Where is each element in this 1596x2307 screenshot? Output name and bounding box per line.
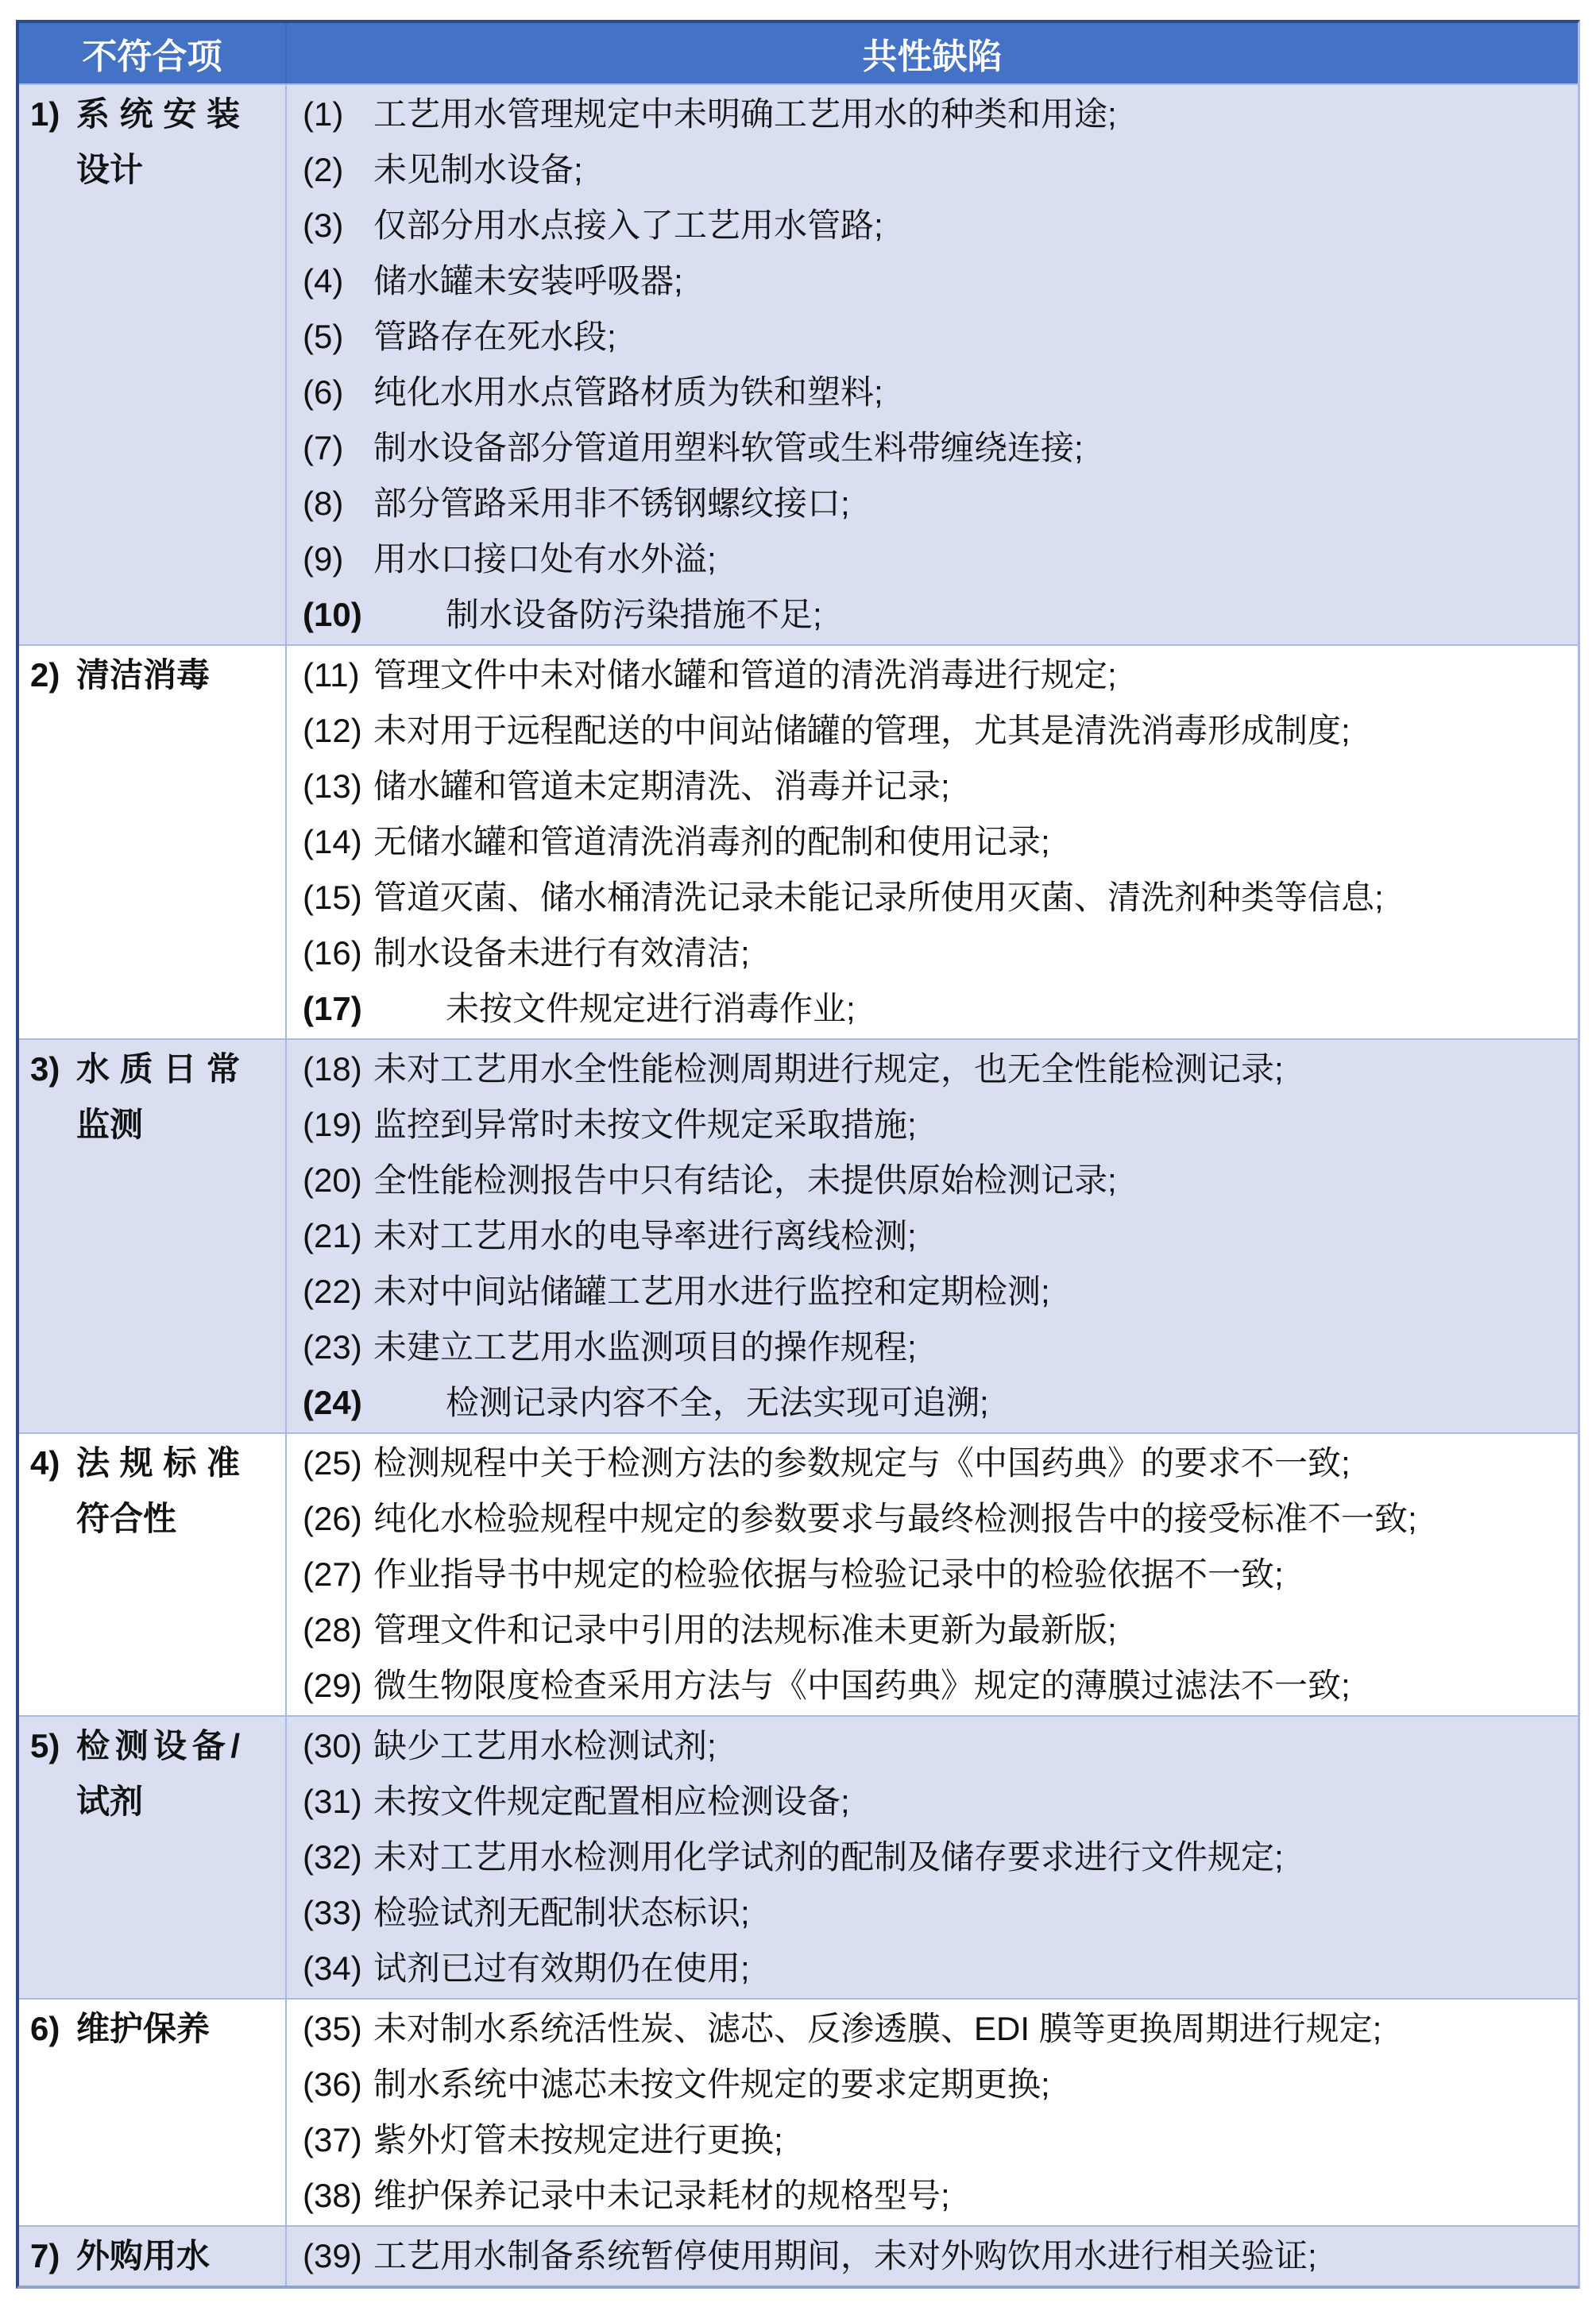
defect-item [303,2228,1568,2284]
defect-number: (14) [303,823,362,860]
defect-item [303,1097,1568,1153]
defect-text: 未对制水系统活性炭、滤芯、反渗透膜、EDI 膜等更换周期进行规定; [373,2010,1382,2047]
category-cell [19,2000,285,2225]
defect-text: 未按文件规定配置相应检测设备; [373,1783,850,1820]
defect-text: 部分管路采用非不锈钢螺纹接口; [373,485,850,522]
defect-item [303,1774,1568,1830]
table-row [19,83,1578,644]
defect-text: 工艺用水制备系统暂停使用期间，未对外购饮用水进行相关验证; [373,2237,1317,2274]
defect-item [303,1153,1568,1208]
defect-item [303,1602,1568,1658]
defect-text: 监控到异常时未按文件规定采取措施; [373,1106,917,1143]
defect-item [303,587,1568,643]
defect-item [303,926,1568,981]
defect-item [303,1830,1568,1885]
defect-number: (4) [303,262,344,299]
defect-item [303,309,1568,365]
defect-item [303,1885,1568,1941]
defect-text: 未按文件规定进行消毒作业; [446,990,856,1027]
defect-number: (13) [303,767,362,805]
defect-item [303,253,1568,309]
defect-text: 未对中间站储罐工艺用水进行监控和定期检测; [373,1273,1050,1310]
defect-number: (32) [303,1838,362,1876]
defect-item [303,1375,1568,1431]
category-cell [19,2227,285,2286]
category-cell [19,1040,285,1432]
defect-text: 检测规程中关于检测方法的参数规定与《中国药典》的要求不一致; [373,1444,1351,1482]
defect-number: (22) [303,1273,362,1310]
table-body [19,83,1578,2286]
defects-cell [285,1434,1578,1715]
table-row [19,2225,1578,2286]
defect-text: 未建立工艺用水监测项目的操作规程; [373,1328,917,1366]
row-category: 外购用水 [76,2237,211,2274]
defect-number: (12) [303,712,362,749]
defect-number: (33) [303,1894,362,1931]
row-number: 1) [30,95,60,133]
defect-item [303,142,1568,198]
defect-text: 储水罐未安装呼吸器; [373,262,683,299]
defect-text: 储水罐和管道未定期清洗、消毒并记录; [373,767,950,805]
defect-text: 未见制水设备; [373,151,583,188]
defect-item [303,981,1568,1037]
defect-number: (23) [303,1328,362,1366]
defect-text: 维护保养记录中未记录耗材的规格型号; [373,2177,950,2214]
defect-text: 管路存在死水段; [373,318,616,355]
defect-number: (17) [303,990,362,1027]
row-number: 5) [30,1727,60,1764]
row-category: 检测设备/试剂 [76,1727,240,1820]
defects-cell [285,646,1578,1038]
defect-item [303,1941,1568,1996]
defect-number: (21) [303,1217,362,1254]
defect-text: 工艺用水管理规定中未明确工艺用水的种类和用途; [373,95,1117,133]
defect-number: (37) [303,2121,362,2158]
defect-item [303,2112,1568,2168]
defect-number: (18) [303,1050,362,1088]
defect-item [303,1320,1568,1375]
defect-text: 检验试剂无配制状态标识; [373,1894,750,1931]
defect-item [303,703,1568,759]
defects-cell [285,1717,1578,1998]
defect-item [303,2057,1568,2112]
defect-item [303,814,1568,870]
defect-text: 全性能检测报告中只有结论，未提供原始检测记录; [373,1161,1117,1199]
row-category: 清洁消毒 [76,656,211,694]
defect-item [303,1491,1568,1547]
defect-text: 未对用于远程配送的中间站储罐的管理，尤其是清洗消毒形成制度; [373,712,1351,749]
defect-item [303,87,1568,142]
defect-text: 管道灭菌、储水桶清洗记录未能记录所使用灭菌、清洗剂种类等信息; [373,879,1384,916]
category-cell [19,1717,285,1998]
defect-text: 紫外灯管未按规定进行更换; [373,2121,783,2158]
header-nonconformity: 不符合项 [82,37,222,76]
defect-number: (28) [303,1611,362,1648]
defect-item [303,759,1568,814]
defect-number: (16) [303,934,362,972]
defect-item [303,1264,1568,1320]
defect-number: (9) [303,540,344,578]
defect-item [303,420,1568,476]
row-number: 7) [30,2237,60,2274]
defect-text: 制水设备防污染措施不足; [446,596,822,633]
defect-text: 检测记录内容不全，无法实现可追溯; [446,1384,989,1421]
defect-text: 制水设备未进行有效清洁; [373,934,750,972]
row-number: 3) [30,1050,60,1088]
row-category: 系统安装设计 [76,95,240,188]
defect-number: (3) [303,207,344,244]
defect-text: 无储水罐和管道清洗消毒剂的配制和使用记录; [373,823,1050,860]
defect-number: (30) [303,1727,362,1764]
defect-item [303,870,1568,926]
defect-number: (29) [303,1667,362,1704]
table-header-row [19,23,1578,83]
defect-number: (1) [303,95,344,133]
defect-text: 纯化水检验规程中规定的参数要求与最终检测报告中的接受标准不一致; [373,1500,1417,1537]
defect-item [303,2001,1568,2057]
defect-text: 缺少工艺用水检测试剂; [373,1727,717,1764]
table-row [19,1038,1578,1432]
defect-text: 未对工艺用水的电导率进行离线检测; [373,1217,917,1254]
defect-number: (25) [303,1444,362,1482]
table-row [19,1432,1578,1715]
defect-text: 微生物限度检查采用方法与《中国药典》规定的薄膜过滤法不一致; [373,1667,1351,1704]
row-category: 水质日常监测 [76,1050,240,1143]
defect-text: 试剂已过有效期仍在使用; [373,1950,750,1987]
defect-number: (15) [303,879,362,916]
defect-item [303,198,1568,253]
defect-number: (24) [303,1384,362,1421]
defect-number: (8) [303,485,344,522]
defect-text: 未对工艺用水检测用化学试剂的配制及储存要求进行文件规定; [373,1838,1284,1876]
defect-item [303,1658,1568,1714]
defect-item [303,476,1568,531]
defect-number: (20) [303,1161,362,1199]
defect-number: (38) [303,2177,362,2214]
row-number: 6) [30,2010,60,2047]
defect-text: 制水系统中滤芯未按文件规定的要求定期更换; [373,2065,1050,2103]
defects-table [16,20,1580,2289]
defect-number: (5) [303,318,344,355]
defect-number: (10) [303,596,362,633]
defects-cell [285,2227,1578,2286]
defects-cell [285,1040,1578,1432]
defect-item [303,1041,1568,1097]
category-cell [19,1434,285,1715]
row-number: 4) [30,1444,60,1482]
defect-number: (2) [303,151,344,188]
defect-number: (6) [303,373,344,411]
defect-number: (11) [303,656,360,694]
defect-number: (39) [303,2237,362,2274]
row-category: 维护保养 [76,2010,211,2047]
defect-number: (7) [303,429,344,466]
defects-cell [285,85,1578,644]
defect-number: (36) [303,2065,362,2103]
defect-number: (31) [303,1783,362,1820]
defect-number: (34) [303,1950,362,1987]
defect-item [303,1436,1568,1491]
defect-item [303,365,1568,420]
table-row [19,644,1578,1038]
table-row [19,1998,1578,2225]
defect-item [303,1547,1568,1602]
defect-item [303,1718,1568,1774]
category-cell [19,646,285,1038]
defect-number: (19) [303,1106,362,1143]
defect-item [303,647,1568,703]
defect-text: 管理文件和记录中引用的法规标准未更新为最新版; [373,1611,1117,1648]
defect-item [303,531,1568,587]
defect-text: 制水设备部分管道用塑料软管或生料带缠绕连接; [373,429,1084,466]
category-cell [19,85,285,644]
defect-text: 作业指导书中规定的检验依据与检验记录中的检验依据不一致; [373,1555,1284,1593]
defect-number: (26) [303,1500,362,1537]
defects-cell [285,2000,1578,2225]
defect-number: (35) [303,2010,362,2047]
defect-text: 用水口接口处有水外溢; [373,540,717,578]
row-category: 法规标准符合性 [76,1444,240,1537]
defect-item [303,2168,1568,2224]
defect-text: 仅部分用水点接入了工艺用水管路; [373,207,883,244]
defect-text: 管理文件中未对储水罐和管道的清洗消毒进行规定; [373,656,1117,694]
header-common-defects: 共性缺陷 [285,23,1578,83]
table-row [19,1715,1578,1998]
defect-text: 纯化水用水点管路材质为铁和塑料; [373,373,883,411]
defect-number: (27) [303,1555,362,1593]
defect-text: 未对工艺用水全性能检测周期进行规定，也无全性能检测记录; [373,1050,1284,1088]
defect-item [303,1208,1568,1264]
row-number: 2) [30,656,60,694]
